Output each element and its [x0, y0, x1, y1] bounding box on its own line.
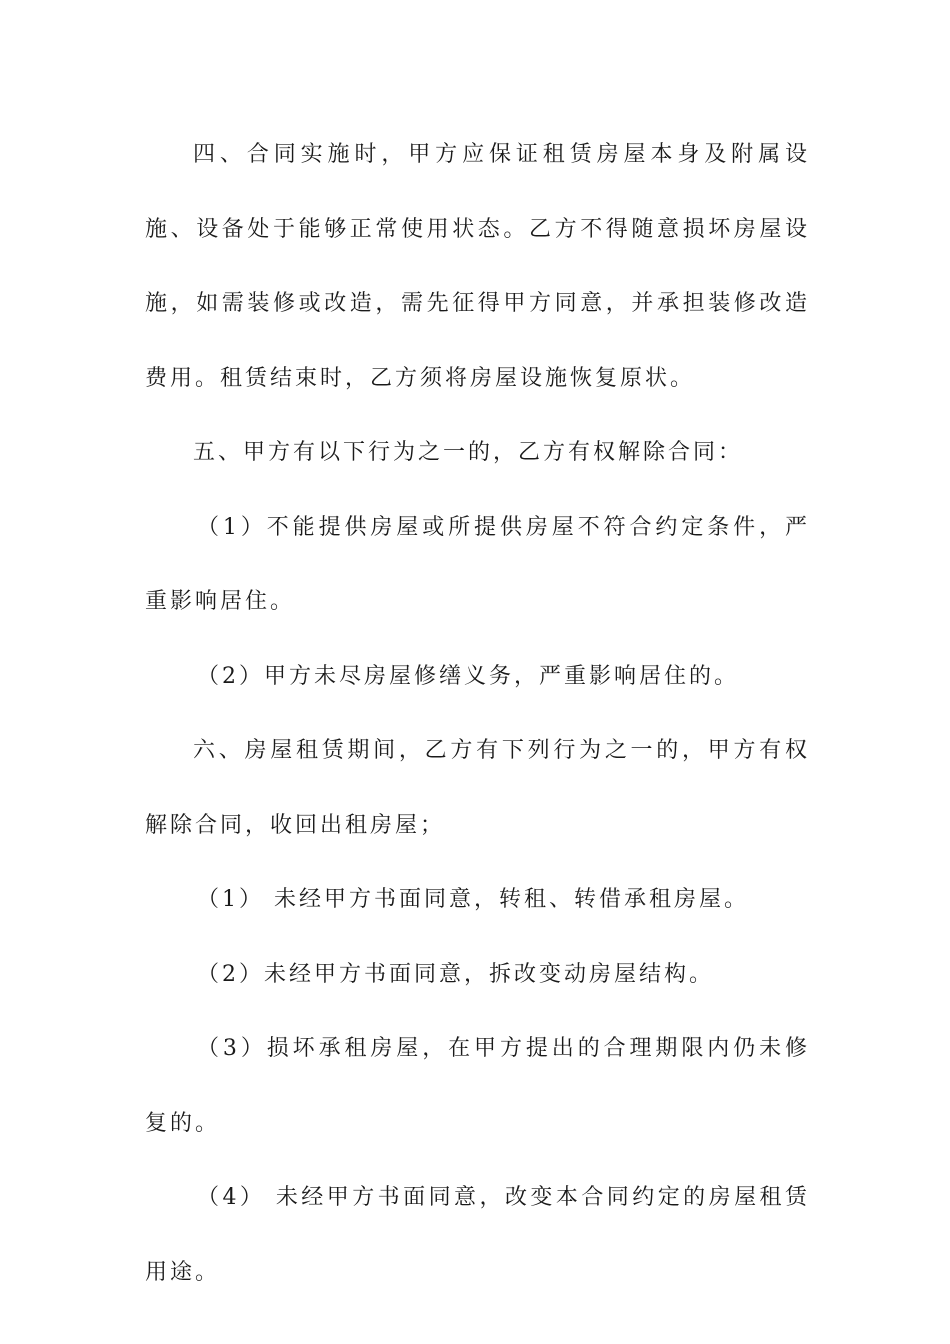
clause-6-item-3: （3）损坏承租房屋，在甲方提出的合理期限内仍未修复的。 — [145, 1036, 810, 1136]
clause-5-item-1: （1）不能提供房屋或所提供房屋不符合约定条件，严重影响居住。 — [145, 514, 810, 614]
clause-6-item-2: （2）未经甲方书面同意，拆改变动房屋结构。 — [197, 961, 714, 987]
clause-6-item-1: （1） 未经甲方书面同意，转租、转借承租房屋。 — [197, 887, 749, 912]
clause-6-heading: 六、房屋租赁期间，乙方有下列行为之一的，甲方有权解除合同，收回出租房屋； — [145, 738, 810, 838]
clause-5-heading: 五、甲方有以下行为之一的，乙方有权解除合同： — [193, 440, 744, 465]
clause-6-item-4: （4） 未经甲方书面同意，改变本合同约定的房屋租赁用途。 — [145, 1185, 810, 1285]
clause-4-paragraph: 四、合同实施时，甲方应保证租赁房屋本身及附属设施、设备处于能够正常使用状态。乙方不得随意损坏房屋设施，如需装修或改造，需先征得甲方同意，并承担装修改造费用。租赁结束时，乙方须将房屋设施恢复原状。 — [145, 142, 810, 391]
clause-5-item-2: （2）甲方未尽房屋修缮义务，严重影响居住的。 — [197, 663, 739, 689]
document-page — [145, 118, 810, 1310]
